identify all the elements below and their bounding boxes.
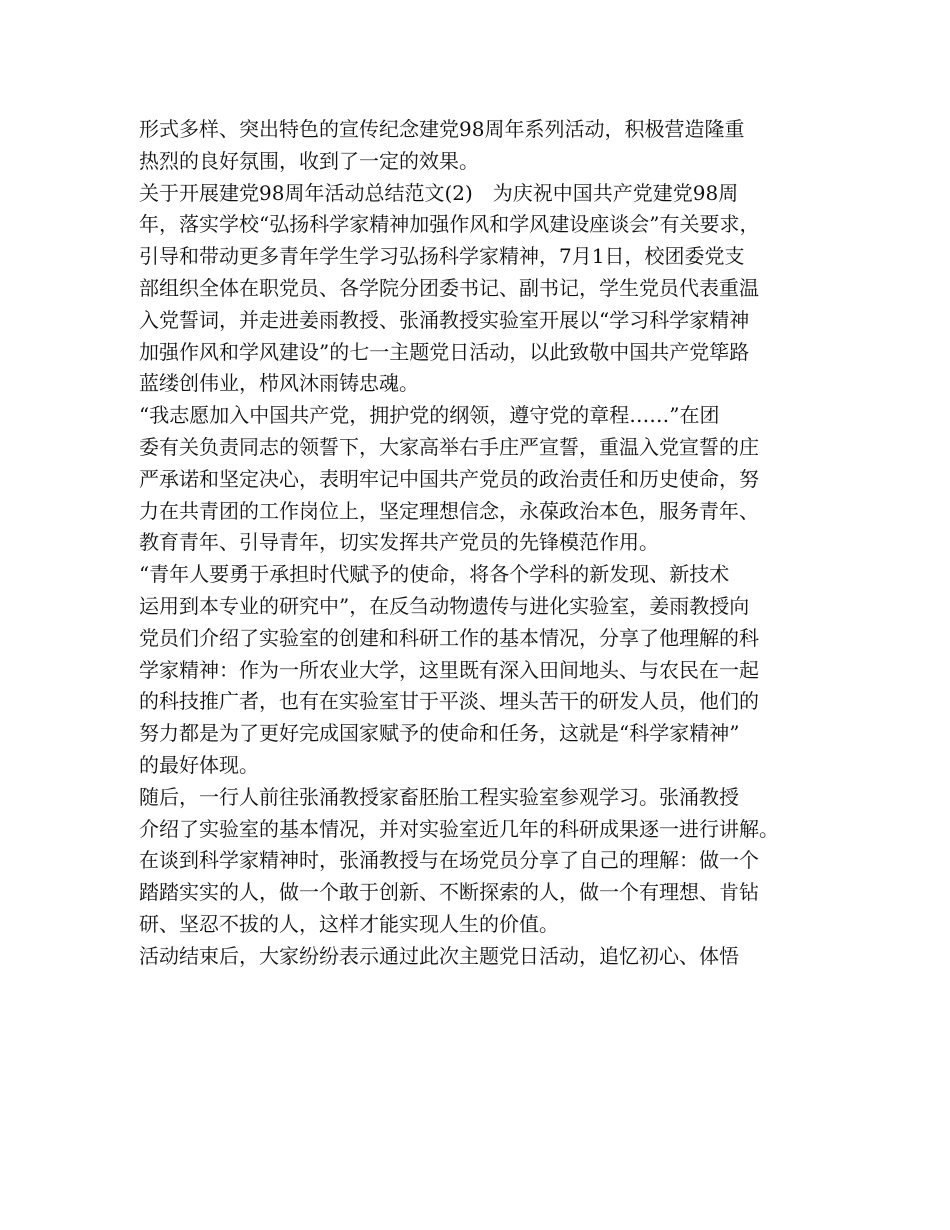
text-line: 蓝缕创伟业，栉风沐雨铸忠魂。 — [139, 371, 419, 396]
text-line: 党员们介绍了实验室的创建和科研工作的基本情况，分享了他理解的科 — [139, 625, 759, 650]
text-line: 运用到本专业的研究中”，在反刍动物遗传与进化实验室，姜雨教授向 — [139, 593, 750, 618]
text-line: 部组织全体在职党员、各学院分团委书记、副书记，学生党员代表重温 — [139, 275, 759, 300]
text-line: 活动结束后，大家纷纷表示通过此次主题党日活动，追忆初心、体悟 — [139, 943, 739, 968]
text-line: 引导和带动更多青年学生学习弘扬科学家精神，7月1日，校团委党支 — [139, 244, 745, 269]
text-line: 研、坚忍不拔的人，这样才能实现人生的价值。 — [139, 911, 559, 936]
text-line: 教育青年、引导青年，切实发挥共产党员的先锋模范作用。 — [139, 530, 659, 555]
text-line: 形式多样、突出特色的宣传纪念建党98周年系列活动，积极营造隆重 — [139, 117, 745, 141]
text-line: “青年人要勇于承担时代赋予的使命，将各个学科的新发现、新技术 — [139, 562, 730, 587]
text-line: 力在共青团的工作岗位上，坚定理想信念，永葆政治本色，服务青年、 — [139, 498, 759, 523]
text-line: 严承诺和坚定决心，表明牢记中国共产党员的政治责任和历史使命，努 — [139, 466, 759, 491]
text-line: 努力都是为了更好完成国家赋予的使命和任务，这就是“科学家精神” — [139, 721, 740, 746]
paragraph-2 — [139, 178, 819, 401]
text-line: 年，落实学校“弘扬科学家精神加强作风和学风建设座谈会”有关要求， — [139, 212, 760, 237]
text-line: 热烈的良好氛围，收到了一定的效果。 — [139, 148, 479, 173]
text-line: 关于开展建党98周年活动总结范文(2) 为庆祝中国共产党建党98周 — [139, 180, 739, 205]
text-line: 随后，一行人前往张涌教授家畜胚胎工程实验室参观学习。张涌教授 — [139, 784, 739, 809]
text-line: 加强作风和学风建设”的七一主题党日活动，以此致敬中国共产党筚路 — [139, 339, 750, 364]
text-line: “我志愿加入中国共产党，拥护党的纲领，遵守党的章程……”在团 — [139, 403, 720, 428]
paragraph-1 — [139, 114, 819, 178]
text-line: 在谈到科学家精神时，张涌教授与在场党员分享了自己的理解：做一个 — [139, 848, 759, 873]
paragraph-3 — [139, 400, 819, 559]
text-line: 委有关负责同志的领誓下，大家高举右手庄严宣誓，重温入党宣誓的庄 — [139, 434, 759, 459]
text-line: 踏踏实实的人，做一个敢于创新、不断探索的人，做一个有理想、肯钻 — [139, 880, 759, 905]
document-page — [139, 114, 819, 973]
paragraph-6 — [139, 941, 819, 973]
text-line: 的最好体现。 — [139, 752, 259, 777]
text-line: 入党誓词，并走进姜雨教授、张涌教授实验室开展以“学习科学家精神 — [139, 307, 750, 332]
paragraph-5 — [139, 782, 819, 941]
paragraph-4 — [139, 559, 819, 782]
text-line: 介绍了实验室的基本情况，并对实验室近几年的科研成果逐一进行讲解。 — [139, 816, 779, 841]
text-line: 学家精神：作为一所农业大学，这里既有深入田间地头、与农民在一起 — [139, 657, 759, 682]
text-line: 的科技推广者，也有在实验室甘于平淡、埋头苦干的研发人员，他们的 — [139, 689, 759, 714]
